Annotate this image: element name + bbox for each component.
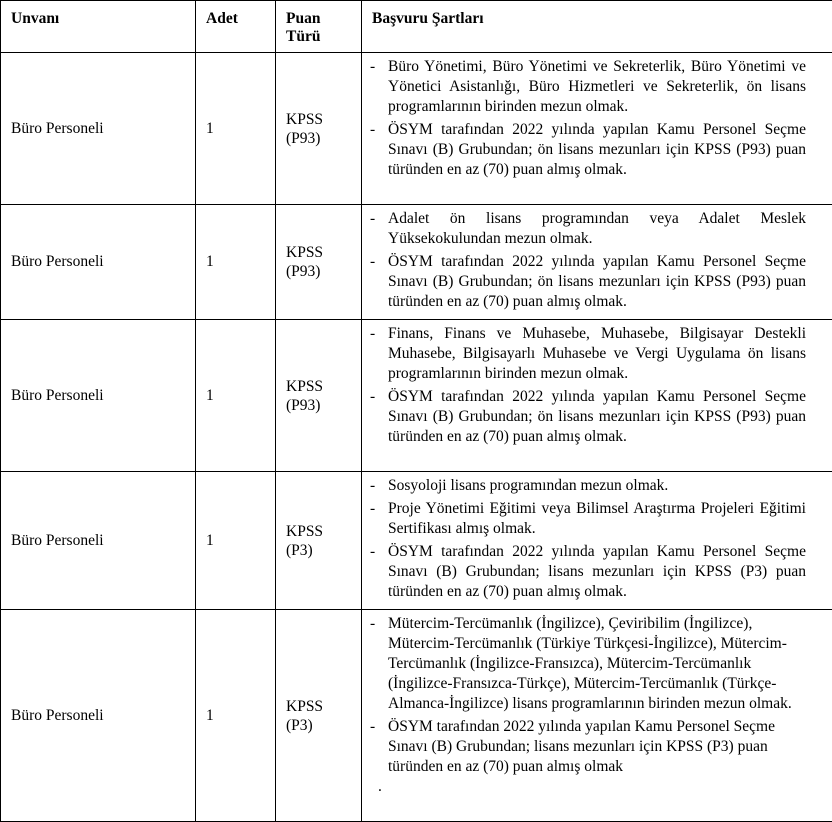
puan-line2: (P93): [286, 262, 361, 281]
cell-basvuru-sartlari: [362, 320, 832, 472]
puan-line1: KPSS: [286, 377, 361, 396]
header-unvan: Unvanı: [1, 1, 196, 53]
puan-line2: (P3): [286, 716, 361, 735]
requirement-item: - ÖSYM tarafından 2022 yılında yapılan Kamu Personel Seçme Sınavı (B) Grubundan; lisans mezunları için KPSS (P3) puan türünden en az (70) puan almış olmak.: [370, 542, 832, 602]
requirement-item: - ÖSYM tarafından 2022 yılında yapılan Kamu Personel Seçme Sınavı (B) Grubundan; lisans mezunları için KPSS (P3) puan türünden en az (70) puan almış olmak: [370, 717, 832, 777]
header-puan-line2: Türü: [286, 28, 361, 46]
cell-unvan: Büro Personeli: [1, 205, 196, 320]
requirement-text: Finans, Finans ve Muhasebe, Muhasebe, Bilgisayar Destekli Muhasebe, Bilgisayarlı Muhasebe ve Vergi Uygulama ön lisans programlarının birinden mezun olmak.: [388, 325, 806, 382]
requirement-item: - ÖSYM tarafından 2022 yılında yapılan Kamu Personel Seçme Sınavı (B) Grubundan; ön lisans mezunları için KPSS (P93) puan türünden en az (70) puan almış olmak.: [370, 252, 832, 312]
requirement-item: - Büro Yönetimi, Büro Yönetimi ve Sekreterlik, Büro Yönetimi ve Yönetici Asistanlığı, Büro Hizmetleri ve Sekreterlik, ön lisans programlarının birinden mezun olmak.: [370, 57, 832, 117]
cell-adet: 1: [196, 472, 276, 610]
cell-puan-turu: [276, 610, 362, 822]
requirement-text: Mütercim-Tercümanlık (İngilizce), Çeviribilim (İngilizce), Mütercim-Tercümanlık (Türkiye Türkçesi-İngilizce), Mütercim-Tercümanlık (İngilizce-Fransızca), Mütercim-Tercümanlık (İngilizce-Fransızca-Türkçe), Mütercim-Tercümanlık (Türkçe-Almanca-İngilizce) lisans programlarının birinden mezun olmak.: [388, 615, 792, 712]
requirement-text: ÖSYM tarafından 2022 yılında yapılan Kamu Personel Seçme Sınavı (B) Grubundan; lisans mezunları için KPSS (P3) puan türünden en az (70) puan almış olmak: [388, 718, 775, 775]
trailing-period: .: [370, 780, 832, 794]
cell-adet: 1: [196, 610, 276, 822]
requirement-item: - Mütercim-Tercümanlık (İngilizce), Çeviribilim (İngilizce), Mütercim-Tercümanlık (Türkiye Türkçesi-İngilizce), Mütercim-Tercümanlık (İngilizce-Fransızca), Mütercim-Tercümanlık (İngilizce-Fransızca-Türkçe), Mütercim-Tercümanlık (Türkçe-Almanca-İngilizce) lisans programlarının birinden mezun olmak.: [370, 614, 832, 714]
header-adet: Adet: [196, 1, 276, 53]
requirement-item: - Adalet ön lisans programından veya Adalet Meslek Yüksekokulundan mezun olmak.: [370, 209, 832, 249]
cell-unvan: Büro Personeli: [1, 320, 196, 472]
header-puan-turu: [276, 1, 362, 53]
table-row: [1, 205, 832, 320]
requirement-item: - ÖSYM tarafından 2022 yılında yapılan Kamu Personel Seçme Sınavı (B) Grubundan; ön lisans mezunları için KPSS (P93) puan türünden en az (70) puan almış olmak.: [370, 387, 832, 447]
table-row: [1, 320, 832, 472]
header-puan-line1: Puan: [286, 10, 361, 28]
cell-adet: 1: [196, 205, 276, 320]
requirement-item: - Finans, Finans ve Muhasebe, Muhasebe, Bilgisayar Destekli Muhasebe, Bilgisayarlı Muhasebe ve Vergi Uygulama ön lisans programlarının birinden mezun olmak.: [370, 324, 832, 384]
puan-line1: KPSS: [286, 243, 361, 262]
table-row: [1, 472, 832, 610]
puan-line1: KPSS: [286, 522, 361, 541]
header-row: [1, 1, 832, 53]
table-row: [1, 610, 832, 822]
requirement-item: - Sosyoloji lisans programından mezun olmak.: [370, 476, 832, 496]
requirement-text: Sosyoloji lisans programından mezun olmak.: [388, 477, 668, 494]
cell-unvan: Büro Personeli: [1, 53, 196, 205]
cell-basvuru-sartlari: [362, 53, 832, 205]
cell-adet: 1: [196, 320, 276, 472]
requirement-text: Büro Yönetimi, Büro Yönetimi ve Sekreterlik, Büro Yönetimi ve Yönetici Asistanlığı, Büro Hizmetleri ve Sekreterlik, ön lisans programlarının birinden mezun olmak.: [388, 58, 806, 115]
requirement-text: ÖSYM tarafından 2022 yılında yapılan Kamu Personel Seçme Sınavı (B) Grubundan; ön lisans mezunları için KPSS (P93) puan türünden en az (70) puan almış olmak.: [388, 253, 806, 310]
cell-puan-turu: [276, 320, 362, 472]
puan-line1: KPSS: [286, 697, 361, 716]
requirement-text: Proje Yönetimi Eğitimi veya Bilimsel Araştırma Projeleri Eğitimi Sertifikası almış olmak.: [388, 500, 806, 537]
cell-puan-turu: [276, 53, 362, 205]
requirement-item: - ÖSYM tarafından 2022 yılında yapılan Kamu Personel Seçme Sınavı (B) Grubundan; ön lisans mezunları için KPSS (P93) puan türünden en az (70) puan almış olmak.: [370, 120, 832, 180]
requirement-text: ÖSYM tarafından 2022 yılında yapılan Kamu Personel Seçme Sınavı (B) Grubundan; ön lisans mezunları için KPSS (P93) puan türünden en az (70) puan almış olmak.: [388, 388, 806, 445]
header-basvuru-sartlari: Başvuru Şartları: [362, 1, 832, 53]
cell-basvuru-sartlari: [362, 610, 832, 822]
cell-unvan: Büro Personeli: [1, 610, 196, 822]
requirement-text: ÖSYM tarafından 2022 yılında yapılan Kamu Personel Seçme Sınavı (B) Grubundan; lisans mezunları için KPSS (P3) puan türünden en az (70) puan almış olmak.: [388, 543, 806, 600]
requirement-text: Adalet ön lisans programından veya Adalet Meslek Yüksekokulundan mezun olmak.: [388, 210, 806, 247]
cell-basvuru-sartlari: [362, 205, 832, 320]
puan-line2: (P3): [286, 541, 361, 560]
puan-line2: (P93): [286, 396, 361, 415]
cell-unvan: Büro Personeli: [1, 472, 196, 610]
requirement-item: - Proje Yönetimi Eğitimi veya Bilimsel Araştırma Projeleri Eğitimi Sertifikası almış olmak.: [370, 499, 832, 539]
cell-adet: 1: [196, 53, 276, 205]
table-row: [1, 53, 832, 205]
puan-line2: (P93): [286, 129, 361, 148]
cell-puan-turu: [276, 472, 362, 610]
cell-puan-turu: [276, 205, 362, 320]
requirement-text: ÖSYM tarafından 2022 yılında yapılan Kamu Personel Seçme Sınavı (B) Grubundan; ön lisans mezunları için KPSS (P93) puan türünden en az (70) puan almış olmak.: [388, 121, 806, 178]
puan-line1: KPSS: [286, 110, 361, 129]
cell-basvuru-sartlari: [362, 472, 832, 610]
